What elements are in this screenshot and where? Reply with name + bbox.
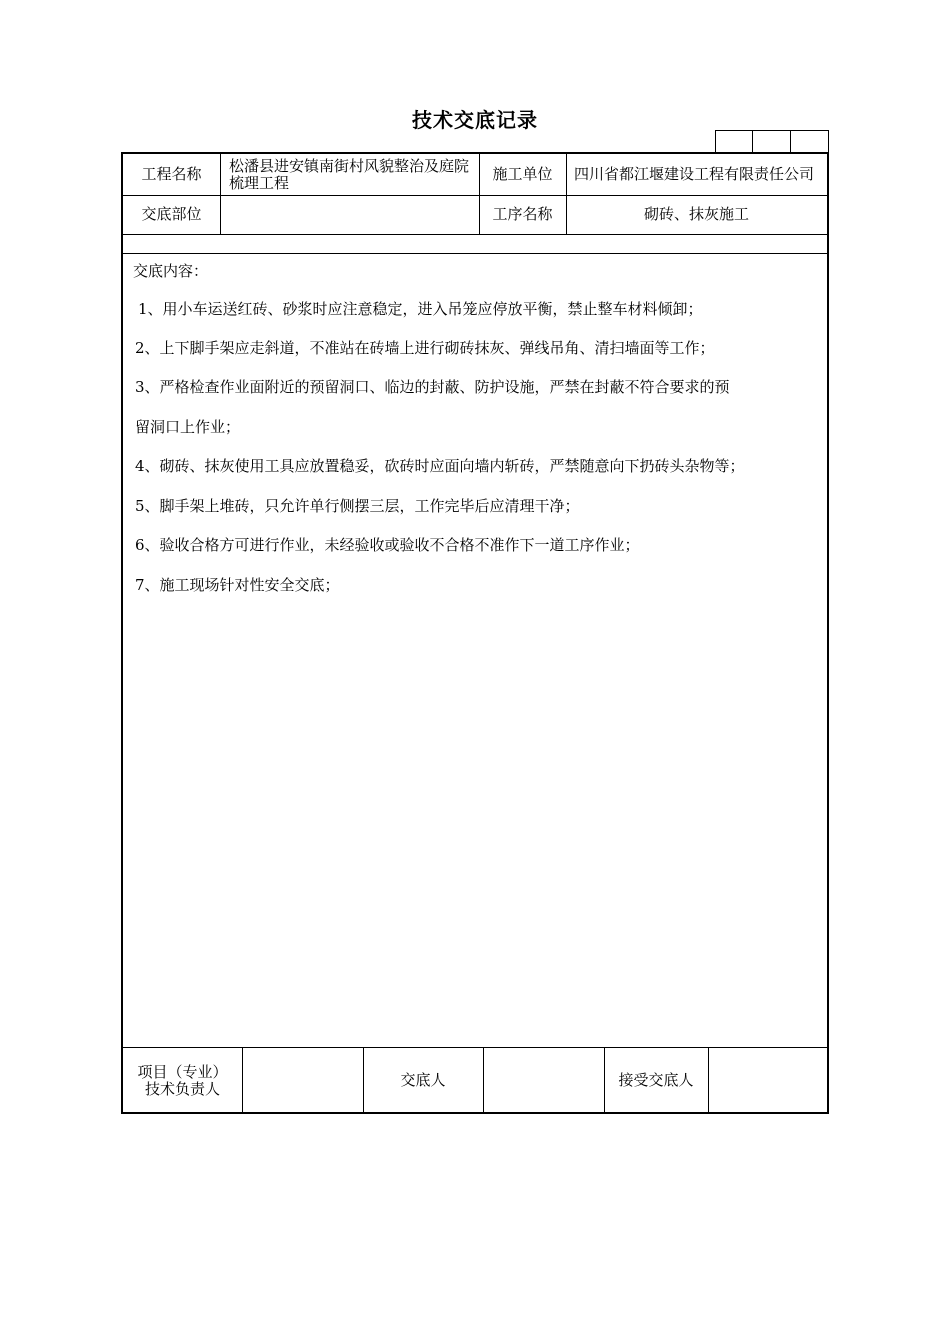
row-divider — [123, 234, 827, 235]
content-item: 4、砌砖、抹灰使用工具应放置稳妥，砍砖时应面向墙内斩砖，严禁随意向下扔砖头杂物等； — [135, 457, 745, 475]
project-name-value: 松潘县进安镇南街村风貌整治及庭院梳理工程 — [229, 156, 470, 192]
content-item: 7、施工现场针对性安全交底； — [135, 576, 340, 594]
content-heading: 交底内容： — [133, 262, 209, 280]
process-label: 工序名称 — [492, 205, 553, 223]
unit-label: 施工单位 — [492, 165, 553, 183]
receiver-label: 接受交底人 — [618, 1071, 694, 1089]
content-item: 留洞口上作业； — [135, 418, 241, 436]
number-box-3 — [790, 130, 829, 152]
col-divider — [242, 1047, 243, 1114]
content-item: 3、严格检查作业面附近的预留洞口、临边的封蔽、防护设施，严禁在封蔽不符合要求的预 — [135, 378, 730, 396]
col-divider — [220, 154, 221, 234]
part-label: 交底部位 — [141, 205, 202, 223]
number-box-2 — [752, 130, 791, 152]
discloser-label: 交底人 — [400, 1071, 446, 1089]
number-box-1 — [715, 130, 753, 152]
page-title: 技术交底记录 — [412, 108, 538, 132]
project-name-label: 工程名称 — [141, 165, 202, 183]
process-value: 砌砖、抹灰施工 — [643, 205, 749, 223]
tech-lead-label — [123, 1047, 242, 1114]
col-divider — [708, 1047, 709, 1114]
content-item: 6、验收合格方可进行作业，未经验收或验收不合格不准作下一道工序作业； — [135, 536, 640, 554]
row-divider — [123, 253, 827, 254]
content-item: 1、用小车运送红砖、砂浆时应注意稳定，进入吊笼应停放平衡，禁止整车材料倾卸； — [138, 300, 703, 318]
tech-lead-label-line1: 项目（专业） — [137, 1062, 228, 1081]
col-divider — [483, 1047, 484, 1114]
part-value — [229, 195, 475, 234]
tech-lead-label-line2: 技术负责人 — [144, 1079, 220, 1098]
unit-value: 四川省都江堰建设工程有限责任公司 — [574, 165, 815, 183]
content-item: 5、脚手架上堆砖，只允许单行侧摆三层，工作完毕后应清理干净； — [135, 497, 580, 515]
content-item: 2、上下脚手架应走斜道，不准站在砖墙上进行砌砖抹灰、弹线吊角、清扫墙面等工作； — [135, 339, 715, 357]
record-table — [121, 152, 829, 1114]
